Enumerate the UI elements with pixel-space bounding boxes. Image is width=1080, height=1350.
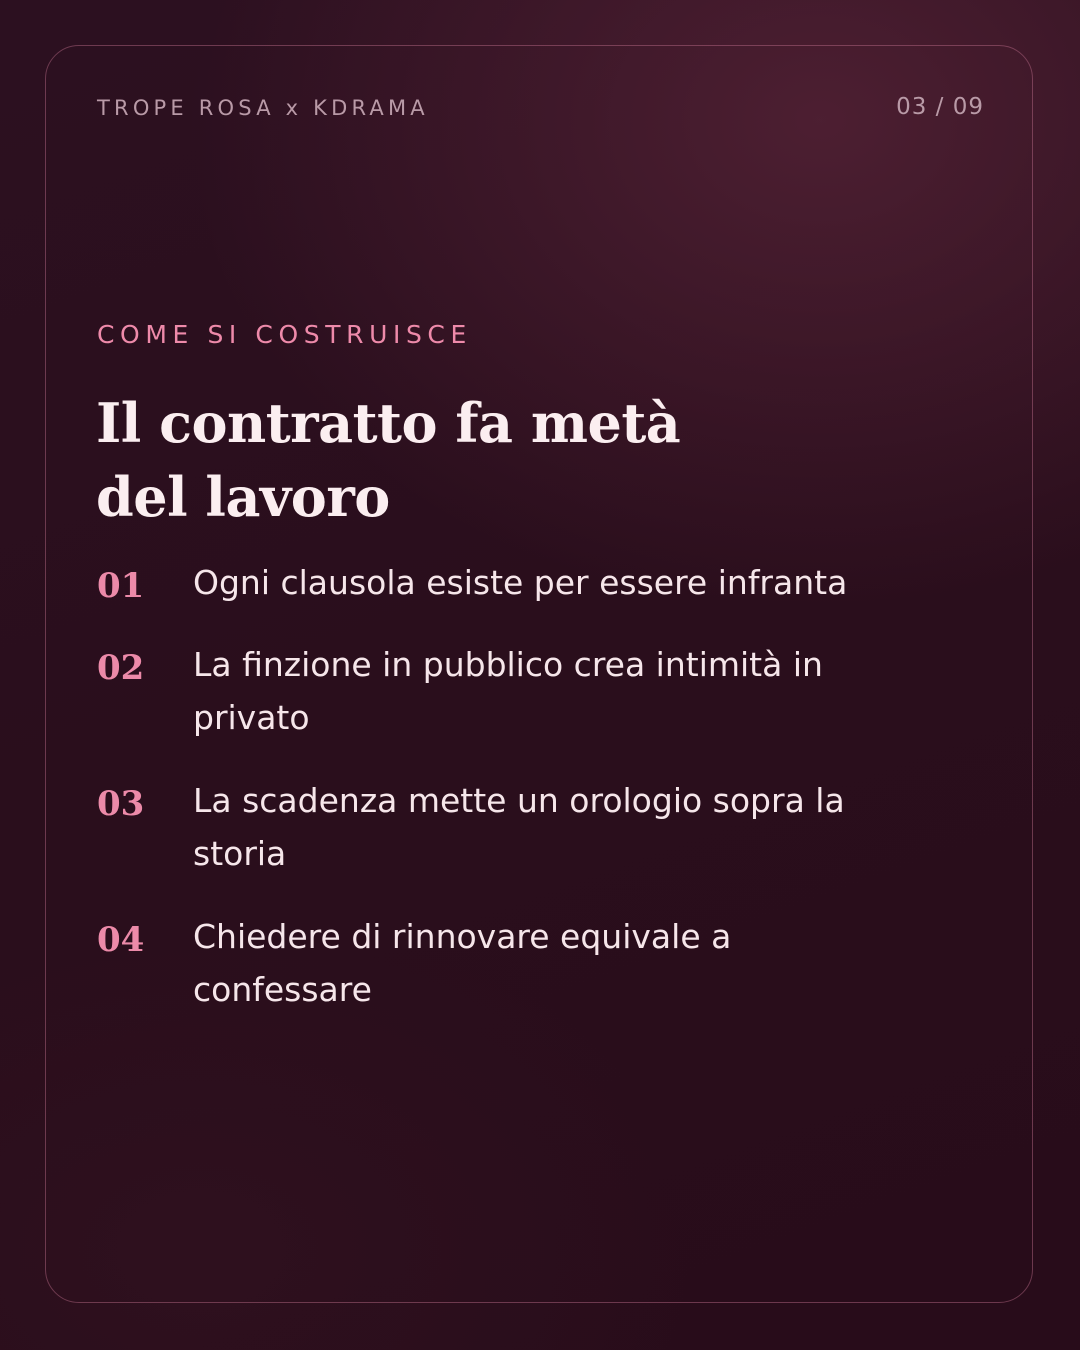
slide-title-line-2: del lavoro <box>96 465 390 529</box>
list-item-number: 03 <box>97 784 145 824</box>
list-item-number: 04 <box>97 920 145 960</box>
list-item-line: confessare <box>193 970 372 1009</box>
slide-title <box>96 386 916 534</box>
list-item-line: La finzione in pubblico crea intimità in <box>193 645 823 684</box>
slide-title-line-1: Il contratto fa metà <box>96 391 681 455</box>
list-item-number: 02 <box>97 648 145 688</box>
list-item-text <box>193 638 937 744</box>
list-item-line: privato <box>193 698 310 737</box>
list-item-number: 01 <box>97 566 145 606</box>
list-item-text <box>193 556 937 609</box>
list-item-line: La scadenza mette un orologio sopra la <box>193 781 845 820</box>
list-item-line: Chiedere di rinnovare equivale a <box>193 917 732 956</box>
page-indicator: 03 / 09 <box>896 94 984 120</box>
series-label: TROPE ROSA x KDRAMA <box>97 96 429 120</box>
list-item-text <box>193 774 937 880</box>
list-item-line: Ogni clausola esiste per essere infranta <box>193 563 848 602</box>
section-eyebrow: COME SI COSTRUISCE <box>97 320 472 349</box>
list-item-line: storia <box>193 834 287 873</box>
list-item-text <box>193 910 937 1016</box>
